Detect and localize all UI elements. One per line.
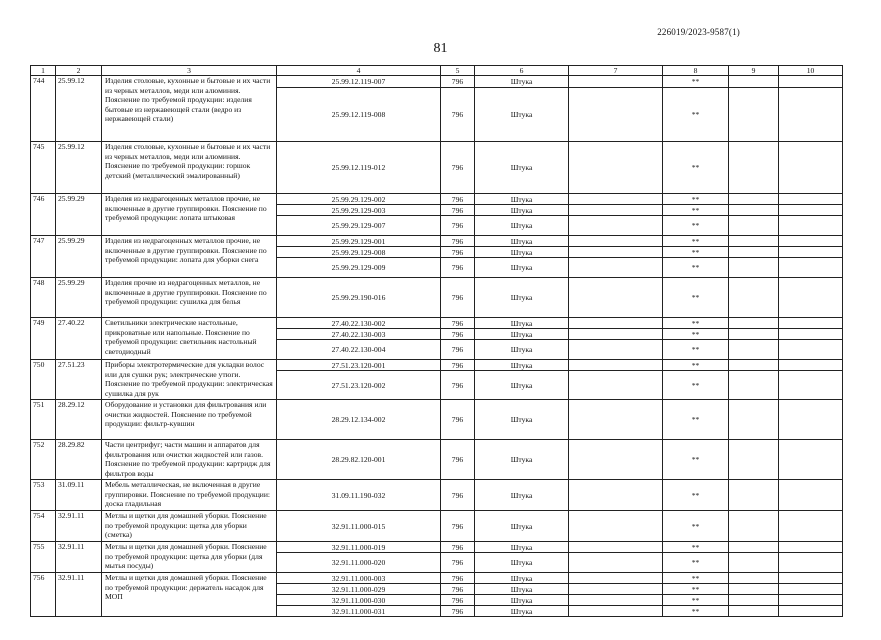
description-cell: Метлы и щетки для домашней уборки. Пояснение по требуемой продукции: держатель насадок для МОП (102, 573, 277, 617)
row-number-cell: 753 (31, 480, 56, 511)
column-9-cell (729, 329, 779, 340)
ktru-code-cell: 27.51.23.120-002 (277, 371, 441, 400)
column-7-cell (569, 278, 663, 318)
column-9-cell (729, 542, 779, 553)
unit-cell: Штука (475, 318, 569, 329)
okei-code-cell: 796 (441, 329, 475, 340)
mark-cell: ** (663, 480, 729, 511)
column-9-cell (729, 553, 779, 573)
table-row (31, 278, 843, 318)
okei-code-cell: 796 (441, 142, 475, 194)
mark-cell: ** (663, 247, 729, 258)
table-row (31, 194, 843, 205)
row-number-cell: 747 (31, 236, 56, 278)
column-9-cell (729, 318, 779, 329)
column-9-cell (729, 236, 779, 247)
unit-cell: Штука (475, 371, 569, 400)
ktru-code-cell: 27.40.22.130-002 (277, 318, 441, 329)
column-header: 9 (729, 66, 779, 76)
row-number-cell: 756 (31, 573, 56, 617)
column-10-cell (779, 584, 843, 595)
description-cell: Изделия из недрагоценных металлов прочие, не включенные в другие группировки. Пояснение по требуемой продукции: лопата штыковая (102, 194, 277, 236)
column-7-cell (569, 606, 663, 617)
okpd-code-cell: 32.91.11 (56, 542, 102, 573)
column-header: 6 (475, 66, 569, 76)
unit-cell: Штука (475, 584, 569, 595)
column-7-cell (569, 329, 663, 340)
column-7-cell (569, 236, 663, 247)
description-cell: Изделия столовые, кухонные и бытовые и их части из черных металлов, меди или алюминия. Пояснение по требуемой продукции: горшок детский (металлический эмалированный) (102, 142, 277, 194)
unit-cell: Штука (475, 216, 569, 236)
table-row (31, 318, 843, 329)
okei-code-cell: 796 (441, 340, 475, 360)
okpd-code-cell: 27.40.22 (56, 318, 102, 360)
column-10-cell (779, 247, 843, 258)
table-header (31, 66, 843, 76)
column-header: 7 (569, 66, 663, 76)
column-header: 1 (31, 66, 56, 76)
column-10-cell (779, 258, 843, 278)
column-7-cell (569, 340, 663, 360)
ktru-code-cell: 28.29.12.134-002 (277, 400, 441, 440)
column-9-cell (729, 76, 779, 88)
page-number: 81 (433, 41, 448, 56)
okei-code-cell: 796 (441, 194, 475, 205)
okei-code-cell: 796 (441, 595, 475, 606)
description-cell: Изделия из недрагоценных металлов прочие, не включенные в другие группировки. Пояснение по требуемой продукции: лопата для уборки снега (102, 236, 277, 278)
mark-cell: ** (663, 595, 729, 606)
unit-cell: Штука (475, 340, 569, 360)
column-number-row (31, 66, 843, 76)
row-number-cell: 744 (31, 76, 56, 142)
column-7-cell (569, 88, 663, 142)
column-10-cell (779, 88, 843, 142)
ktru-code-cell: 25.99.29.129-003 (277, 205, 441, 216)
mark-cell: ** (663, 371, 729, 400)
products-table (30, 65, 843, 617)
mark-cell: ** (663, 216, 729, 236)
unit-cell: Штука (475, 440, 569, 480)
column-10-cell (779, 553, 843, 573)
okpd-code-cell: 32.91.11 (56, 511, 102, 542)
column-7-cell (569, 573, 663, 584)
okei-code-cell: 796 (441, 400, 475, 440)
column-10-cell (779, 542, 843, 553)
unit-cell: Штука (475, 606, 569, 617)
unit-cell: Штука (475, 278, 569, 318)
okei-code-cell: 796 (441, 371, 475, 400)
okei-code-cell: 796 (441, 606, 475, 617)
column-7-cell (569, 584, 663, 595)
column-9-cell (729, 278, 779, 318)
column-10-cell (779, 606, 843, 617)
unit-cell: Штука (475, 360, 569, 371)
column-7-cell (569, 595, 663, 606)
column-9-cell (729, 142, 779, 194)
okei-code-cell: 796 (441, 573, 475, 584)
mark-cell: ** (663, 194, 729, 205)
column-10-cell (779, 142, 843, 194)
okpd-code-cell: 25.99.29 (56, 236, 102, 278)
ktru-code-cell: 32.91.11.000-029 (277, 584, 441, 595)
mark-cell: ** (663, 440, 729, 480)
ktru-code-cell: 27.40.22.130-003 (277, 329, 441, 340)
column-10-cell (779, 340, 843, 360)
mark-cell: ** (663, 340, 729, 360)
mark-cell: ** (663, 278, 729, 318)
column-10-cell (779, 329, 843, 340)
column-7-cell (569, 205, 663, 216)
column-10-cell (779, 278, 843, 318)
ktru-code-cell: 25.99.29.190-016 (277, 278, 441, 318)
column-9-cell (729, 216, 779, 236)
unit-cell: Штука (475, 480, 569, 511)
description-cell: Мебель металлическая, не включенная в другие группировки. Пояснение по требуемой продукции: доска гладильная (102, 480, 277, 511)
column-9-cell (729, 511, 779, 542)
unit-cell: Штука (475, 194, 569, 205)
row-number-cell: 746 (31, 194, 56, 236)
table-row (31, 236, 843, 247)
mark-cell: ** (663, 400, 729, 440)
column-9-cell (729, 606, 779, 617)
column-7-cell (569, 360, 663, 371)
column-7-cell (569, 142, 663, 194)
column-10-cell (779, 480, 843, 511)
column-7-cell (569, 480, 663, 511)
unit-cell: Штука (475, 542, 569, 553)
mark-cell: ** (663, 606, 729, 617)
mark-cell: ** (663, 329, 729, 340)
unit-cell: Штука (475, 142, 569, 194)
ktru-code-cell: 31.09.11.190-032 (277, 480, 441, 511)
okpd-code-cell: 31.09.11 (56, 480, 102, 511)
unit-cell: Штука (475, 205, 569, 216)
okei-code-cell: 796 (441, 205, 475, 216)
column-7-cell (569, 216, 663, 236)
column-7-cell (569, 542, 663, 553)
column-10-cell (779, 216, 843, 236)
okei-code-cell: 796 (441, 216, 475, 236)
ktru-code-cell: 28.29.82.120-001 (277, 440, 441, 480)
column-10-cell (779, 573, 843, 584)
okei-code-cell: 796 (441, 278, 475, 318)
okpd-code-cell: 25.99.29 (56, 194, 102, 236)
okpd-code-cell: 28.29.82 (56, 440, 102, 480)
column-10-cell (779, 400, 843, 440)
column-10-cell (779, 318, 843, 329)
unit-cell: Штука (475, 329, 569, 340)
table-row (31, 400, 843, 440)
column-7-cell (569, 258, 663, 278)
okpd-code-cell: 32.91.11 (56, 573, 102, 617)
column-9-cell (729, 205, 779, 216)
unit-cell: Штука (475, 88, 569, 142)
column-9-cell (729, 440, 779, 480)
description-cell: Светильники электрические настольные, прикроватные или напольные. Пояснение по требуемой продукции: светильник настольный светодиодный (102, 318, 277, 360)
column-9-cell (729, 371, 779, 400)
unit-cell: Штука (475, 236, 569, 247)
column-9-cell (729, 194, 779, 205)
column-header: 10 (779, 66, 843, 76)
column-10-cell (779, 440, 843, 480)
table-row (31, 511, 843, 542)
ktru-code-cell: 32.91.11.000-003 (277, 573, 441, 584)
row-number-cell: 755 (31, 542, 56, 573)
mark-cell: ** (663, 76, 729, 88)
unit-cell: Штука (475, 553, 569, 573)
unit-cell: Штука (475, 258, 569, 278)
ktru-code-cell: 25.99.12.119-007 (277, 76, 441, 88)
column-10-cell (779, 371, 843, 400)
mark-cell: ** (663, 573, 729, 584)
unit-cell: Штука (475, 76, 569, 88)
okpd-code-cell: 27.51.23 (56, 360, 102, 400)
description-cell: Метлы и щетки для домашней уборки. Пояснение по требуемой продукции: щетка для уборки (для мытья посуды) (102, 542, 277, 573)
column-9-cell (729, 595, 779, 606)
document-number: 226019/2023-9587(1) (657, 27, 740, 37)
column-7-cell (569, 371, 663, 400)
column-10-cell (779, 236, 843, 247)
table-row (31, 542, 843, 553)
table-row (31, 573, 843, 584)
column-9-cell (729, 88, 779, 142)
okei-code-cell: 796 (441, 88, 475, 142)
mark-cell: ** (663, 205, 729, 216)
column-header: 3 (102, 66, 277, 76)
mark-cell: ** (663, 511, 729, 542)
unit-cell: Штука (475, 511, 569, 542)
okei-code-cell: 796 (441, 236, 475, 247)
ktru-code-cell: 27.40.22.130-004 (277, 340, 441, 360)
column-header: 5 (441, 66, 475, 76)
mark-cell: ** (663, 553, 729, 573)
table-row (31, 142, 843, 194)
ktru-code-cell: 25.99.29.129-002 (277, 194, 441, 205)
ktru-code-cell: 32.91.11.000-020 (277, 553, 441, 573)
column-9-cell (729, 584, 779, 595)
mark-cell: ** (663, 542, 729, 553)
table-row (31, 440, 843, 480)
column-9-cell (729, 340, 779, 360)
unit-cell: Штука (475, 400, 569, 440)
okei-code-cell: 796 (441, 258, 475, 278)
column-9-cell (729, 573, 779, 584)
column-7-cell (569, 553, 663, 573)
okei-code-cell: 796 (441, 511, 475, 542)
column-10-cell (779, 205, 843, 216)
column-9-cell (729, 247, 779, 258)
column-7-cell (569, 76, 663, 88)
description-cell: Части центрифуг; части машин и аппаратов для фильтрования или очистки жидкостей или газов. Пояснение по требуемой продукции: картридж для фильтров воды (102, 440, 277, 480)
table-body (31, 76, 843, 617)
column-header: 8 (663, 66, 729, 76)
okei-code-cell: 796 (441, 360, 475, 371)
ktru-code-cell: 32.91.11.000-031 (277, 606, 441, 617)
row-number-cell: 752 (31, 440, 56, 480)
description-cell: Изделия прочие из недрагоценных металлов, не включенные в другие группировки. Пояснение по требуемой продукции: сушилка для белья (102, 278, 277, 318)
table-row (31, 360, 843, 371)
column-10-cell (779, 194, 843, 205)
okpd-code-cell: 28.29.12 (56, 400, 102, 440)
column-9-cell (729, 258, 779, 278)
mark-cell: ** (663, 236, 729, 247)
ktru-code-cell: 25.99.29.129-009 (277, 258, 441, 278)
ktru-code-cell: 32.91.11.000-015 (277, 511, 441, 542)
ktru-code-cell: 25.99.12.119-008 (277, 88, 441, 142)
column-9-cell (729, 480, 779, 511)
mark-cell: ** (663, 88, 729, 142)
row-number-cell: 754 (31, 511, 56, 542)
column-7-cell (569, 400, 663, 440)
description-cell: Метлы и щетки для домашней уборки. Пояснение по требуемой продукции: щетка для уборки (сметка) (102, 511, 277, 542)
column-7-cell (569, 318, 663, 329)
okei-code-cell: 796 (441, 76, 475, 88)
column-10-cell (779, 76, 843, 88)
okpd-code-cell: 25.99.12 (56, 76, 102, 142)
okei-code-cell: 796 (441, 553, 475, 573)
ktru-code-cell: 25.99.29.129-001 (277, 236, 441, 247)
mark-cell: ** (663, 142, 729, 194)
mark-cell: ** (663, 258, 729, 278)
column-7-cell (569, 247, 663, 258)
description-cell: Изделия столовые, кухонные и бытовые и их части из черных металлов, меди или алюминия. Пояснение по требуемой продукции: изделия бытовые из нержавеющей стали (ведро из нержавеющей стали) (102, 76, 277, 142)
table-row (31, 480, 843, 511)
table-row (31, 76, 843, 88)
okei-code-cell: 796 (441, 318, 475, 329)
column-7-cell (569, 194, 663, 205)
row-number-cell: 748 (31, 278, 56, 318)
okei-code-cell: 796 (441, 480, 475, 511)
description-cell: Приборы электротермические для укладки волос или для сушки рук; электрические утюги. Пояснение по требуемой продукции: электрическая сушилка для рук (102, 360, 277, 400)
ktru-code-cell: 25.99.29.129-007 (277, 216, 441, 236)
mark-cell: ** (663, 360, 729, 371)
unit-cell: Штука (475, 595, 569, 606)
okpd-code-cell: 25.99.29 (56, 278, 102, 318)
okpd-code-cell: 25.99.12 (56, 142, 102, 194)
unit-cell: Штука (475, 247, 569, 258)
column-7-cell (569, 440, 663, 480)
ktru-code-cell: 27.51.23.120-001 (277, 360, 441, 371)
description-cell: Оборудование и установки для фильтрования или очистки жидкостей. Пояснение по требуемой продукции: фильтр-кувшин (102, 400, 277, 440)
ktru-code-cell: 25.99.29.129-008 (277, 247, 441, 258)
row-number-cell: 751 (31, 400, 56, 440)
ktru-code-cell: 25.99.12.119-012 (277, 142, 441, 194)
ktru-code-cell: 32.91.11.000-030 (277, 595, 441, 606)
column-9-cell (729, 360, 779, 371)
okei-code-cell: 796 (441, 247, 475, 258)
column-header: 2 (56, 66, 102, 76)
okei-code-cell: 796 (441, 440, 475, 480)
row-number-cell: 749 (31, 318, 56, 360)
column-10-cell (779, 595, 843, 606)
okei-code-cell: 796 (441, 542, 475, 553)
column-9-cell (729, 400, 779, 440)
mark-cell: ** (663, 584, 729, 595)
column-header: 4 (277, 66, 441, 76)
column-7-cell (569, 511, 663, 542)
row-number-cell: 745 (31, 142, 56, 194)
column-10-cell (779, 360, 843, 371)
okei-code-cell: 796 (441, 584, 475, 595)
unit-cell: Штука (475, 573, 569, 584)
column-10-cell (779, 511, 843, 542)
row-number-cell: 750 (31, 360, 56, 400)
ktru-code-cell: 32.91.11.000-019 (277, 542, 441, 553)
mark-cell: ** (663, 318, 729, 329)
